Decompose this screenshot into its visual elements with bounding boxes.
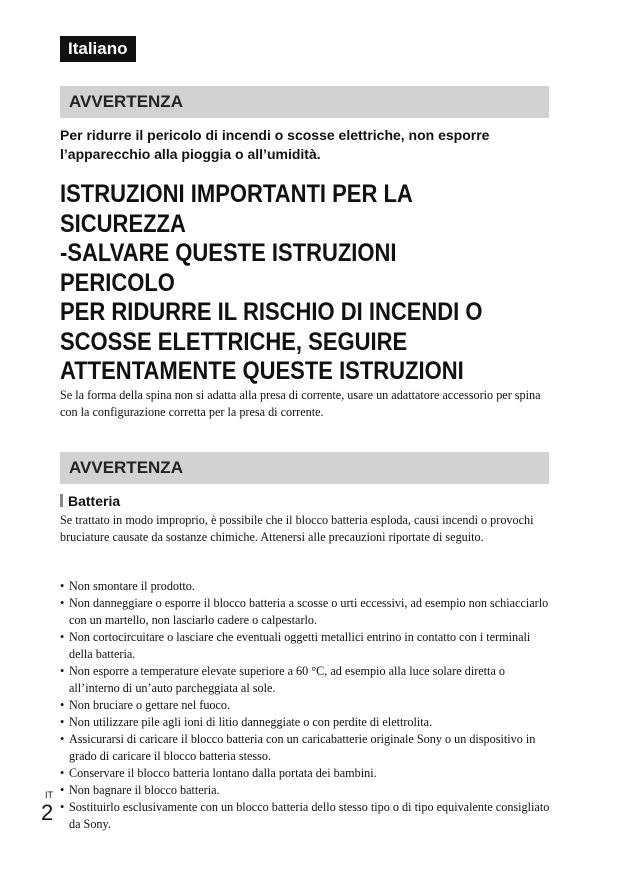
list-item: • Non utilizzare pile agli ioni di litio danneggiate o con perdite di elettrolita. xyxy=(60,714,552,731)
safety-title-line: ATTENTAMENTE QUESTE ISTRUZIONI xyxy=(60,357,464,385)
list-item: • Non esporre a temperature elevate superiore a 60 °C, ad esempio alla luce solare diretta o all’interno di un’auto parcheggiata al sole. xyxy=(60,663,552,697)
list-item: • Non bagnare il blocco batteria. xyxy=(60,782,552,799)
safety-title-line: PER RIDURRE IL RISCHIO DI INCENDI O xyxy=(60,298,483,326)
list-item: • Conservare il blocco batteria lontano dalla portata dei bambini. xyxy=(60,765,552,782)
language-badge: Italiano xyxy=(60,36,136,62)
plug-adapter-text: Se la forma della spina non si adatta alla presa di corrente, usare un adattatore accessorio per spina con la configurazione corretta per la presa di corrente. xyxy=(60,388,541,419)
battery-subheading-label: Batteria xyxy=(68,493,121,509)
safety-title-line: SICUREZZA xyxy=(60,209,186,238)
list-item: • Assicurarsi di caricare il blocco batteria con un caricabatterie originale Sony o un dispositivo in grado di caricare il blocco batteria stesso. xyxy=(60,731,552,765)
list-item: • Non danneggiare o esporre il blocco batteria a scosse o urti eccessivi, ad esempio non schiacciarlo con un martello, non lasciarlo cadere o calpestarlo. xyxy=(60,595,552,629)
battery-subheading xyxy=(60,492,120,510)
list-item: • Non smontare il prodotto. xyxy=(60,578,552,595)
battery-intro-text: Se trattato in modo improprio, è possibile che il blocco batteria esploda, causi incendi o provochi bruciature causate da sostanze chimiche. Attenersi alle precauzioni riportate di seguito. xyxy=(60,513,534,544)
safety-title-line: PERICOLO xyxy=(60,268,175,297)
safety-title-line: ISTRUZIONI IMPORTANTI PER LA xyxy=(60,180,413,208)
safety-title xyxy=(60,180,500,387)
list-item: • Sostituirlo esclusivamente con un blocco batteria dello stesso tipo o di tipo equivalente consigliato da Sony. xyxy=(60,799,552,833)
warning-heading-battery-section: AVVERTENZA xyxy=(60,452,549,484)
safety-title-line: -SALVARE QUESTE ISTRUZIONI xyxy=(60,239,397,267)
safety-title-line: SCOSSE ELETTRICHE, SEGUIRE xyxy=(60,327,408,356)
battery-precautions-list xyxy=(60,578,552,833)
page-number: 2 xyxy=(41,800,54,825)
list-item: • Non bruciare o gettare nel fuoco. xyxy=(60,697,552,714)
page-language-code: IT xyxy=(45,790,53,800)
list-item: • Non cortocircuitare o lasciare che eventuali oggetti metallici entrino in contatto con i terminali della batteria. xyxy=(60,629,552,663)
warning-heading: AVVERTENZA xyxy=(60,86,549,118)
warning-intro-text: Per ridurre il pericolo di incendi o scosse elettriche, non esporre l’apparecchio alla pioggia o all’umidità. xyxy=(60,127,490,162)
subheading-marker xyxy=(60,494,63,507)
